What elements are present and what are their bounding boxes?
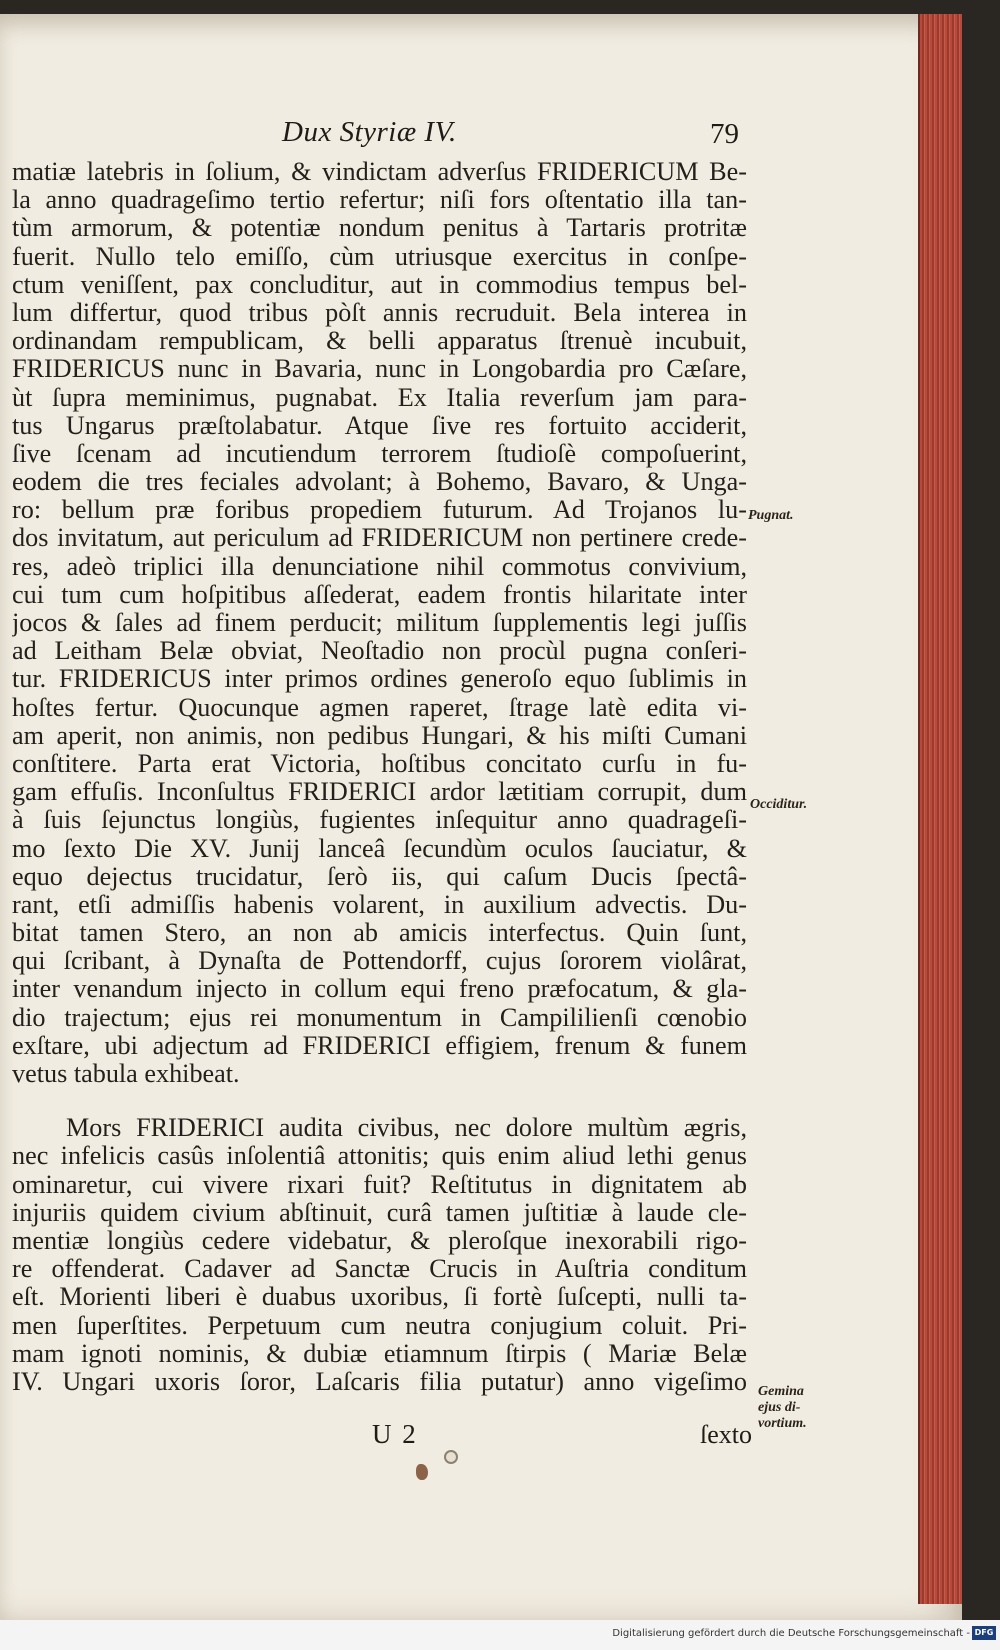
text-line: bitat tamen Stero, an non ab amicis interfectus. Quin ſunt, [12,919,747,948]
running-title: Dux Styriæ IV. [282,116,457,148]
margin-note-gemina-line1: Gemina [758,1384,804,1399]
dfg-logo: DFG [972,1626,996,1640]
text-line: ad Leitham Belæ obviat, Neoſtadio non procùl pugna conſeri- [12,637,747,666]
text-line: qui ſcribant, à Dynaſta de Pottendorff, cujus ſororem violârat, [12,947,747,976]
catchword: ſexto [700,1420,752,1449]
book-page [0,14,962,1620]
text-line: am aperit, non animis, non pedibus Hungari, & his miſti Cumani [12,721,747,750]
text-line: fuerit. Nullo telo emiſſo, cùm utriusque exercitus in conſpe- [12,242,747,271]
text-line: mo ſexto Die XV. Junij lanceâ ſecundùm oculos ſauciatur, & [12,834,747,863]
text-line: dos invitatum, aut periculum ad FRIDERICUM non pertinere crede- [12,524,747,553]
page-edge [918,14,962,1604]
digitization-footer [0,1620,1000,1650]
text-line: injuriis quidem civium abſtinuit, curâ tamen juſtitiæ à laude cle- [12,1198,747,1227]
text-line: ominaretur, cui vivere rixari fuit? Reſtitutus in dignitatem ab [12,1170,747,1199]
text-line: equo dejectus trucidatur, ſerò iis, qui caſum Ducis ſpectâ- [12,862,747,891]
text-line: Mors FRIDERICI audita civibus, nec dolore multùm ægris, [66,1114,747,1143]
text-line: ro: bellum præ foribus propediem futurum. Ad Trojanos lu- [12,496,747,525]
text-line: gam effuſis. Inconſultus FRIDERICI ardor lætitiam corrupit, dum [12,778,747,807]
text-line: mam ignoti nominis, & dubiæ etiamnum ſtirpis ( Mariæ Belæ [12,1339,747,1368]
text-line: IV. Ungari uxoris ſoror, Laſcaris filia putatur) anno vigeſimo [12,1367,747,1396]
text-line: ordinandam rempublicam, & belli apparatus ſtrenuè incubuit, [12,327,747,356]
text-line: vetus tabula exhibeat. [12,1060,240,1088]
text-line: cui tum cum hoſpitibus aſſederat, eadem frontis hilaritate inter [12,580,747,609]
page-header [0,114,770,154]
text-line: dio trajectum; ejus rei monumentum in Campililienſi cœnobio [12,1003,747,1032]
margin-note-gemina-line3: vortium. [758,1416,807,1431]
text-line: tus Ungarus præſtolabatur. Atque ſive res fortuito acciderit, [12,411,747,440]
text-line: ſive ſcenam ad incutiendum terrorem ſtudioſè compoſuerint, [12,439,747,468]
text-line: hoſtes fertur. Quocunque agmen raperet, ſtrage latè edita vi- [12,693,747,722]
text-line: matiæ latebris in ſolium, & vindictam adverſus FRIDERICUM Be- [12,158,747,186]
margin-note-pugnat: Pugnat. [748,508,794,523]
ink-stain [416,1464,428,1480]
footer-credit: Digitalisierung gefördert durch die Deutsche Forschungsgemeinschaft - [612,1628,970,1639]
text-line: exſtare, ubi adjectum ad FRIDERICI effigiem, frenum & funem [12,1031,747,1060]
text-line: à ſuis ſejunctus longiùs, fugientes inſequitur anno quadrageſi- [12,806,747,835]
text-line: re offenderat. Cadaver ad Sanctæ Crucis in Auſtria conditum [12,1255,747,1284]
margin-note-gemina-line2: ejus di- [758,1400,801,1415]
text-line: lum differtur, quod tribus pòſt annis recruduit. Bela interea in [12,298,747,327]
text-line: eſt. Morienti liberi è duabus uxoribus, ſi fortè ſuſcepti, nulli ta- [12,1283,747,1312]
text-line: FRIDERICUS nunc in Bavaria, nunc in Longobardia pro Cæſare, [12,355,747,384]
text-line: tùm armorum, & potentiæ nondum penitus à Tartaris protritæ [12,214,747,243]
text-line: ctum veniſſent, pax concluditur, aut in commodius tempus bel- [12,270,747,299]
signature-mark: U 2 [372,1419,418,1449]
page-number: 79 [710,118,739,150]
text-line: jocos & ſales ad finem perducit; militum ſupplementis legi juſſis [12,609,747,637]
paragraph-2 [12,1114,747,1396]
text-line: mentiæ longiùs cedere videbatur, & pleroſque inexorabili rigo- [12,1226,747,1255]
body-text [12,158,747,1396]
text-line: tur. FRIDERICUS inter primos ordines generoſo equo ſublimis in [12,665,747,694]
paragraph-1 [12,158,747,1088]
text-line: la anno quadrageſimo tertio refertur; niſi fors oſtentatio illa tan- [12,186,747,215]
binding-hole [444,1450,458,1464]
text-line: inter venandum injecto in collum equi freno præfocatum, & gla- [12,975,747,1004]
text-line: conſtitere. Parta erat Victoria, hoſtibus concitato curſu in fu- [12,749,747,778]
text-line: rant, etſi admiſſis habenis volarent, in auxilium advectis. Du- [12,890,747,919]
text-line: nec infelicis casûs inſolentiâ attonitis; quis enim aliud lethi genus [12,1142,747,1171]
text-line: eodem die tres feciales advolant; à Bohemo, Bavaro, & Unga- [12,468,747,497]
text-line: ùt ſupra meminimus, pugnabat. Ex Italia reverſum jam para- [12,383,747,412]
text-line: res, adeò triplici illa denunciatione nihil commotus convivium, [12,552,747,581]
margin-note-gemina [758,1384,828,1432]
margin-note-occiditur: Occiditur. [750,797,808,812]
text-line: men ſuperſtites. Perpetuum cum neutra conjugium coluit. Pri- [12,1311,747,1340]
